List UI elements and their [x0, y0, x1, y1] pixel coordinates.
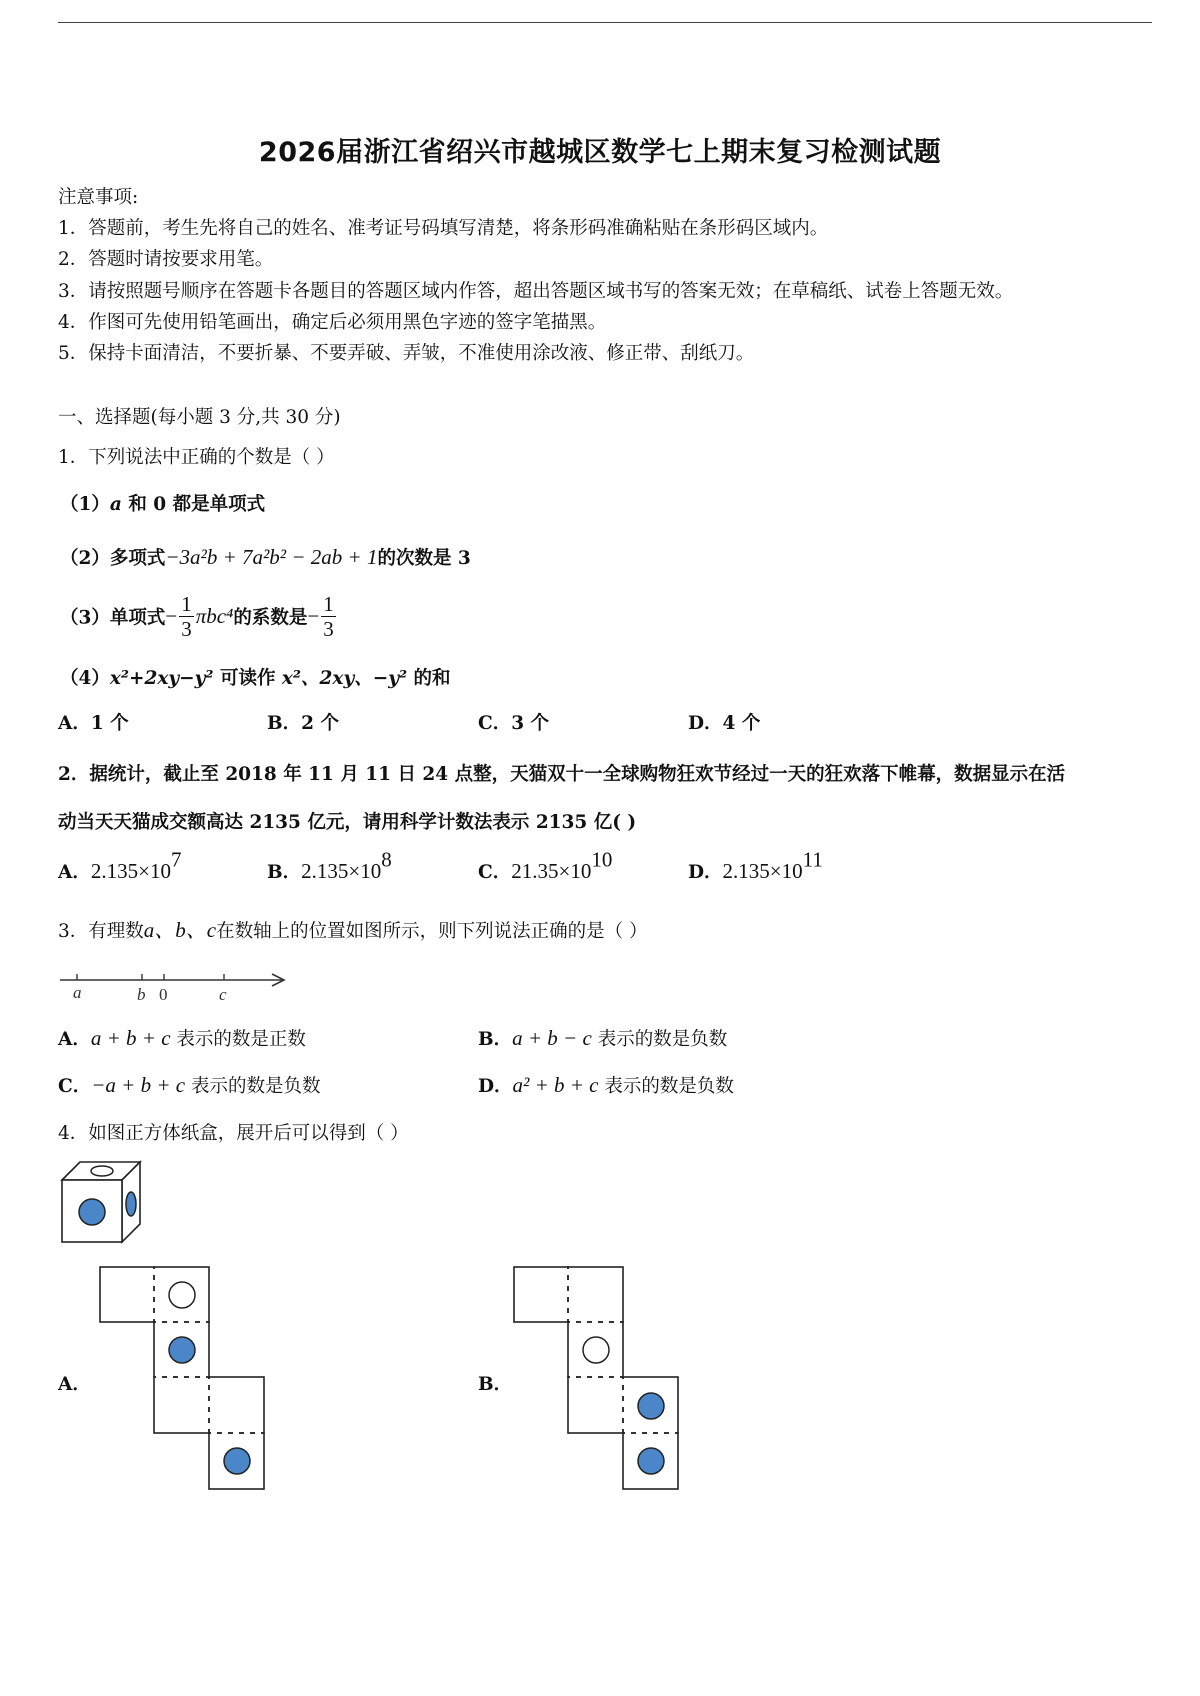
q3-option-d[interactable]: D．a² + b + c 表示的数是负数	[478, 1073, 734, 1097]
filled-circle-icon	[224, 1448, 250, 1474]
q4-option-a[interactable]: A．	[58, 1374, 91, 1395]
q1-fraction: $\frac{1}{3}$	[323, 592, 334, 641]
q1-stem: 1．下列说法中正确的个数是（ ）	[58, 447, 335, 468]
filled-circle-icon	[169, 1337, 195, 1363]
page-title: 2026届浙江省绍兴市越城区数学七上期末复习检测试题	[258, 137, 942, 168]
q1-statement-4: （4）x²+2xy−y² 可读作 x²、2xy、−y² 的和	[60, 668, 451, 689]
filled-circle-icon	[79, 1199, 105, 1225]
net-figure-a	[98, 1265, 268, 1491]
q1-statement-1: （1）a 和 0 都是单项式	[60, 494, 266, 515]
q3-option-c[interactable]: C．−a + b + c 表示的数是负数	[58, 1073, 321, 1097]
notice-item: 4．作图可先使用铅笔画出，确定后必须用黑色字迹的签字笔描黑。	[58, 312, 607, 333]
q2-option-d[interactable]: D．$2.135\times 10^{11}$	[688, 847, 823, 883]
q2-stem-line2: 动当天天猫成交额高达 2135 亿元，请用科学计数法表示 2135 亿( )	[58, 812, 637, 833]
q1-fraction: $\frac{1}{3}$	[181, 592, 192, 641]
axis-label-zero: 0	[159, 985, 168, 1004]
q1-polynomial: −3a²b + 7a²b² − 2ab + 1	[165, 545, 378, 569]
q1-statement-3: （3）单项式− $\frac{1}{3}$ πbc⁴的系数是− $\frac{1}{3}$	[60, 592, 334, 641]
header-rule	[58, 22, 1152, 23]
filled-circle-icon	[638, 1448, 664, 1474]
q2-option-b[interactable]: B．$2.135\times 10^8$	[267, 847, 392, 883]
number-line-figure	[58, 966, 298, 1006]
notice-heading: 注意事项:	[58, 187, 139, 208]
q1-option-c[interactable]: C．3 个	[478, 713, 550, 734]
q3-option-b[interactable]: B．a + b − c 表示的数是负数	[478, 1026, 728, 1050]
hollow-circle-icon	[91, 1166, 113, 1176]
q1-option-b[interactable]: B．2 个	[267, 713, 339, 734]
notice-item: 1．答题前，考生先将自己的姓名、准考证号码填写清楚，将条形码准确粘贴在条形码区域内。	[58, 218, 829, 239]
q1-option-a[interactable]: A．1 个	[58, 713, 129, 734]
axis-label-b: b	[137, 985, 146, 1004]
cube-figure	[60, 1160, 146, 1246]
notice-item: 3．请按照题号顺序在答题卡各题目的答题区域内作答，超出答题区域书写的答案无效；在草稿纸、试卷上答题无效。	[58, 281, 1014, 302]
q4-option-b[interactable]: B．	[478, 1374, 513, 1395]
axis-label-c: c	[219, 985, 227, 1004]
filled-circle-icon	[126, 1192, 136, 1216]
hollow-circle-icon	[169, 1282, 195, 1308]
notice-item: 2．答题时请按要求用笔。	[58, 249, 274, 270]
q3-option-a[interactable]: A．a + b + c 表示的数是正数	[58, 1026, 306, 1050]
q4-stem: 4．如图正方体纸盒，展开后可以得到（ ）	[58, 1123, 409, 1144]
net-figure-b	[512, 1265, 682, 1491]
q1-option-d[interactable]: D．4 个	[688, 713, 761, 734]
q2-stem-line1: 2．据统计，截止至 2018 年 11 月 11 日 24 点整，天猫双十一全球购物狂欢节经过一天的狂欢落下帷幕，数据显示在活	[58, 764, 1066, 785]
section-heading: 一、选择题(每小题 3 分,共 30 分)	[58, 407, 341, 428]
q1-statement-2: （2）多项式−3a²b + 7a²b² − 2ab + 1的次数是 3	[60, 545, 471, 569]
q3-stem: 3．有理数a、b、c在数轴上的位置如图所示，则下列说法正确的是（ ）	[58, 918, 648, 942]
notice-item: 5．保持卡面清洁，不要折暴、不要弄破、弄皱，不准使用涂改液、修正带、刮纸刀。	[58, 343, 755, 364]
axis-label-a: a	[73, 983, 82, 1002]
hollow-circle-icon	[583, 1337, 609, 1363]
filled-circle-icon	[638, 1393, 664, 1419]
q2-option-c[interactable]: C．$21.35\times 10^{10}$	[478, 847, 613, 883]
q2-option-a[interactable]: A．$2.135\times 10^7$	[58, 847, 182, 883]
